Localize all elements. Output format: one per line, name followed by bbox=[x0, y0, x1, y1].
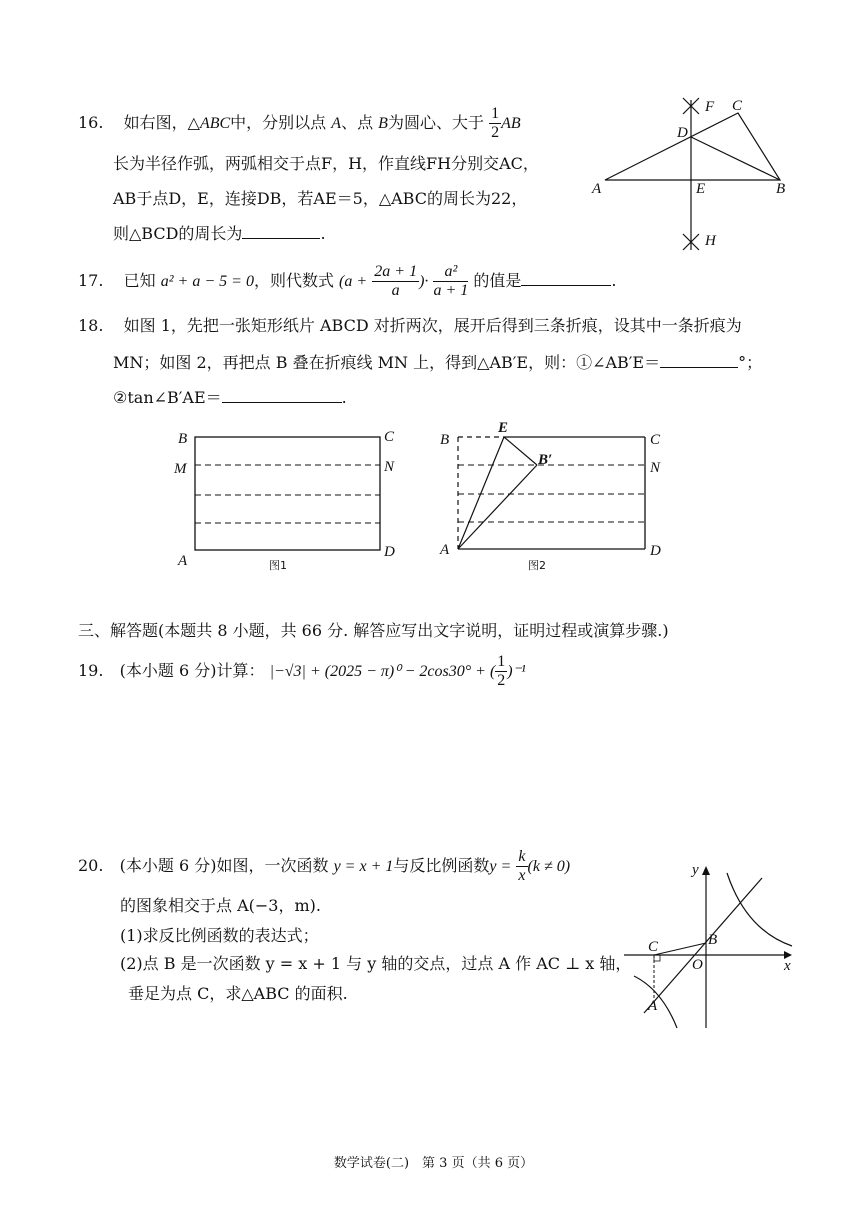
q16-line4 bbox=[113, 222, 326, 245]
q17-equation: a² + a − 5 = 0 bbox=[160, 273, 254, 290]
q16-label-D: D bbox=[677, 125, 688, 141]
section-3-heading: 三、解答题(本题共 8 小题，共 66 分. 解答应写出文字说明，证明过程或演算步骤.) bbox=[78, 621, 669, 640]
q18-text: MN；如图 2，再把点 B 叠在折痕线 MN 上，得到△AB′E，则：①∠AB′E＝ bbox=[113, 353, 661, 372]
q16-line3: AB于点D，E，连接DB，若AE＝5，△ABC的周长为22， bbox=[113, 189, 528, 208]
q16-number: 16. bbox=[78, 113, 104, 132]
q20-condition: (k ≠ 0) bbox=[527, 858, 571, 875]
answer-blank[interactable] bbox=[660, 351, 738, 368]
q20-line2: 的图象相交于点 A(−3，m). bbox=[120, 896, 321, 915]
fig1-label-M: M bbox=[174, 461, 187, 477]
q20-linear: y = x + 1 bbox=[333, 858, 394, 875]
q20-number: 20. bbox=[78, 856, 104, 875]
q19-number: 19. bbox=[78, 661, 104, 680]
q17-number: 17. bbox=[78, 271, 104, 290]
q18-text: °； bbox=[738, 353, 763, 372]
q18-line3 bbox=[113, 386, 347, 409]
q19-text: (本小题 6 分)计算： bbox=[119, 661, 265, 680]
q17-end: . bbox=[611, 271, 617, 290]
q16-abc: ABC bbox=[199, 115, 231, 132]
q20-label-y: y bbox=[692, 862, 699, 878]
q17-text: 的值是 bbox=[473, 271, 522, 290]
q16-fraction: $\frac{1}{2}$ bbox=[491, 105, 500, 141]
fig1-label-B: B bbox=[178, 431, 188, 447]
q17-text: 已知 bbox=[123, 271, 156, 290]
fig2-caption: 图2 bbox=[528, 559, 546, 572]
q20-label-B: B bbox=[708, 932, 718, 948]
q17-text: ，则代数式 bbox=[253, 271, 334, 290]
fig2-label-C: C bbox=[650, 432, 661, 448]
fig1-label-N: N bbox=[384, 459, 395, 475]
q16-pointB: B bbox=[378, 115, 388, 132]
q16-end: . bbox=[320, 224, 326, 243]
q20-text: 与反比例函数 bbox=[393, 856, 490, 875]
q16-label-C: C bbox=[732, 98, 743, 114]
q16-text: 、点 bbox=[341, 113, 374, 132]
q20-line3: (1)求反比例函数的表达式； bbox=[120, 926, 319, 945]
answer-blank[interactable] bbox=[222, 386, 342, 403]
q18-figure-2 bbox=[430, 418, 675, 578]
q17-expr: )· bbox=[419, 273, 429, 290]
q20-label-A: A bbox=[648, 998, 658, 1014]
q19-fraction: $\frac{1}{2}$ bbox=[497, 653, 506, 689]
fig1-caption: 图1 bbox=[269, 559, 287, 572]
q17-line bbox=[78, 263, 616, 300]
q17-fraction-1: $\frac{2a + 1}{a}$ bbox=[374, 263, 418, 299]
q18-text: . bbox=[341, 388, 347, 407]
q16-pointA: A bbox=[331, 115, 342, 132]
q16-label-B: B bbox=[776, 181, 786, 197]
q16-text: 如右图，△ bbox=[123, 113, 200, 132]
q16-label-H: H bbox=[705, 233, 716, 249]
q16-ab: AB bbox=[501, 115, 521, 132]
q19-expression: |−√3| + (2025 − π)⁰ − 2cos30° + ( bbox=[269, 663, 496, 680]
fig1-label-D: D bbox=[384, 544, 395, 560]
fig1-label-A: A bbox=[178, 553, 188, 569]
q20-text: (本小题 6 分)如图，一次函数 bbox=[119, 856, 329, 875]
q19-expression: )⁻¹ bbox=[507, 663, 526, 680]
q20-label-O: O bbox=[692, 957, 703, 973]
q18-text: 如图 1，先把一张矩形纸片 ABCD 对折两次，展开后得到三条折痕，设其中一条折痕为 bbox=[123, 316, 742, 335]
q20-fraction: $\frac{k}{x}$ bbox=[518, 848, 526, 884]
q16-line2: 长为半径作弧，两弧相交于点F，H，作直线FH分别交AC， bbox=[113, 154, 539, 173]
q18-number: 18. bbox=[78, 316, 104, 335]
q20-line1 bbox=[78, 846, 570, 887]
answer-blank[interactable] bbox=[521, 269, 611, 286]
q16-label-F: F bbox=[705, 99, 715, 115]
q17-expr: (a + bbox=[339, 273, 368, 290]
q20-line5: 垂足为点 C，求△ABC 的面积. bbox=[128, 984, 348, 1003]
answer-blank[interactable] bbox=[242, 222, 320, 239]
fig2-label-N: N bbox=[650, 460, 661, 476]
q16-line1 bbox=[78, 105, 521, 142]
q16-text: 中，分别以点 bbox=[230, 113, 327, 132]
fig1-label-C: C bbox=[384, 429, 395, 445]
fig2-label-Bprime: B′ bbox=[538, 452, 553, 468]
q20-line4: (2)点 B 是一次函数 y = x + 1 与 y 轴的交点，过点 A 作 AC ⊥ x 轴， bbox=[120, 954, 632, 973]
q16-label-A: A bbox=[592, 181, 602, 197]
q16-label-E: E bbox=[696, 181, 706, 197]
q20-coordinate-figure bbox=[622, 858, 800, 1034]
q16-text: 则△BCD的周长为 bbox=[113, 224, 243, 243]
q20-label-x: x bbox=[784, 958, 791, 974]
q16-text: 为圆心、大于 bbox=[387, 113, 484, 132]
fig2-label-B: B bbox=[440, 432, 450, 448]
q17-fraction-2: $\frac{\text{a²}}{a + 1}$ bbox=[433, 263, 469, 299]
fig2-label-E: E bbox=[498, 420, 509, 436]
q20-inverse: y = bbox=[489, 858, 512, 875]
q18-text: ②tan∠B′AE＝ bbox=[113, 388, 222, 407]
q16-triangle-figure bbox=[590, 95, 800, 255]
q18-line1 bbox=[78, 315, 742, 337]
q20-label-C: C bbox=[648, 939, 659, 955]
page-footer: 数学试卷(二) 第 3 页（共 6 页） bbox=[333, 1156, 534, 1171]
fig2-label-D: D bbox=[650, 543, 661, 559]
q18-figure-1 bbox=[168, 423, 413, 578]
q19-line bbox=[78, 652, 526, 691]
q18-line2 bbox=[113, 351, 762, 374]
fig2-label-A: A bbox=[440, 542, 450, 558]
